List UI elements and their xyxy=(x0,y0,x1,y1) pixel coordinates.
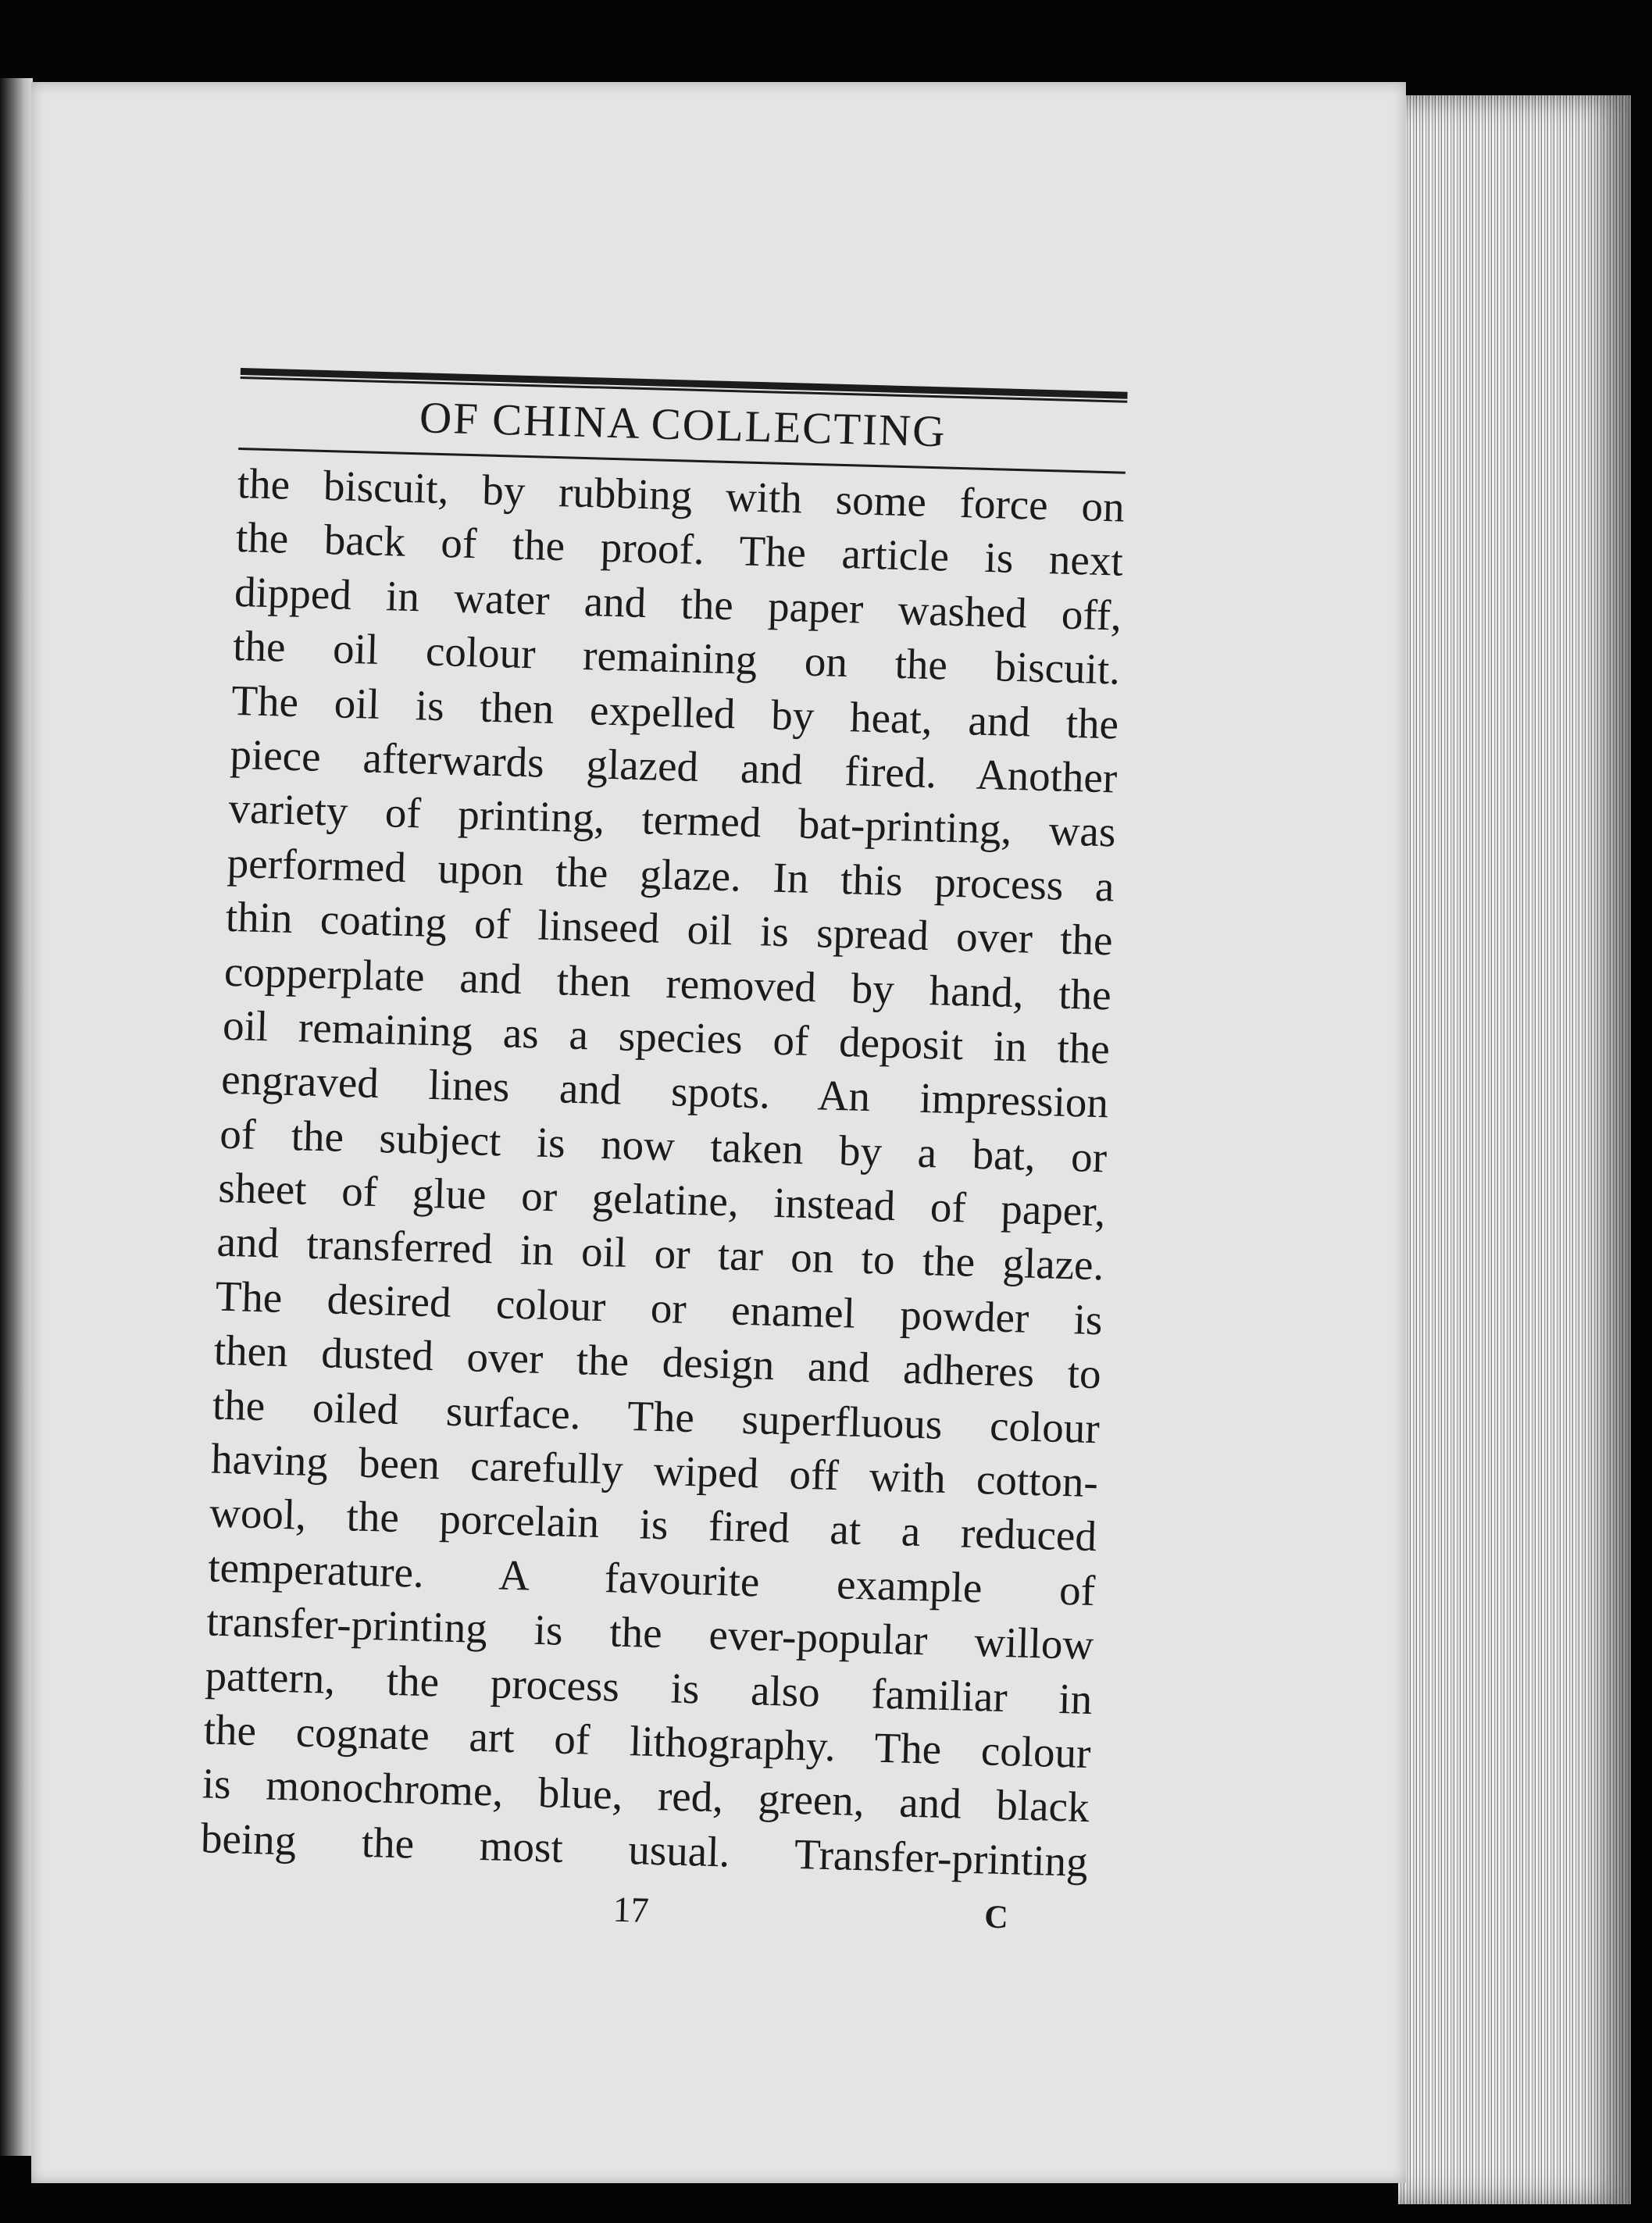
text-line: copperplate and then removed by hand, the xyxy=(223,947,1112,1019)
text-line: engraved lines and spots. An impression xyxy=(220,1054,1109,1127)
text-line: of the subject is now taken by a bat, or xyxy=(219,1109,1108,1182)
page-edges xyxy=(1398,95,1631,2204)
text-line: performed upon the glaze. In this process a xyxy=(227,838,1115,911)
text-line: the biscuit, by rubbing with some force on xyxy=(237,459,1126,531)
text-line: transfer-printing is the ever-popular willow xyxy=(205,1597,1095,1669)
text-line: the back of the proof. The article is next xyxy=(235,513,1124,586)
text-line: the oiled surface. The superfluous colour xyxy=(212,1380,1101,1452)
text-line: temperature. A favourite example of xyxy=(207,1543,1096,1615)
text-line: and transferred in oil or tar on to the glaze. xyxy=(216,1218,1105,1290)
text-line: dipped in water and the paper washed off, xyxy=(234,567,1122,640)
text-line: wool, the porcelain is fired at a reduced xyxy=(209,1488,1097,1561)
text-block xyxy=(198,368,1128,1956)
text-line: The oil is then expelled by heat, and the xyxy=(230,676,1119,748)
text-line: the cognate art of lithography. The colour xyxy=(203,1705,1092,1778)
text-line: variety of printing, termed bat-printing, was xyxy=(227,784,1117,856)
page-number: 17 xyxy=(612,1889,650,1931)
book-spine-shadow xyxy=(0,78,33,2156)
book-page xyxy=(31,82,1406,2183)
body-text xyxy=(200,456,1125,1889)
text-line: the oil colour remaining on the biscuit. xyxy=(232,622,1121,694)
text-line: is monochrome, blue, red, green, and black xyxy=(202,1759,1090,1832)
text-line: being the most usual. Transfer-printing xyxy=(200,1814,1089,1886)
signature-mark: C xyxy=(983,1899,1009,1936)
text-line: having been carefully wiped off with cotton- xyxy=(210,1434,1099,1507)
text-line: piece afterwards glazed and fired. Another xyxy=(229,730,1119,802)
text-line: thin coating of linseed oil is spread over the xyxy=(225,892,1114,965)
page-footer xyxy=(198,1877,1086,1956)
text-line: then dusted over the design and adheres to xyxy=(213,1326,1102,1398)
text-line: pattern, the process is also familiar in xyxy=(204,1650,1094,1723)
running-head: OF CHINA COLLECTING xyxy=(419,393,947,457)
text-line: oil remaining as a species of deposit in the xyxy=(222,1001,1111,1073)
text-line: sheet of glue or gelatine, instead of paper, xyxy=(217,1163,1107,1236)
text-line: The desired colour or enamel powder is xyxy=(215,1272,1104,1344)
